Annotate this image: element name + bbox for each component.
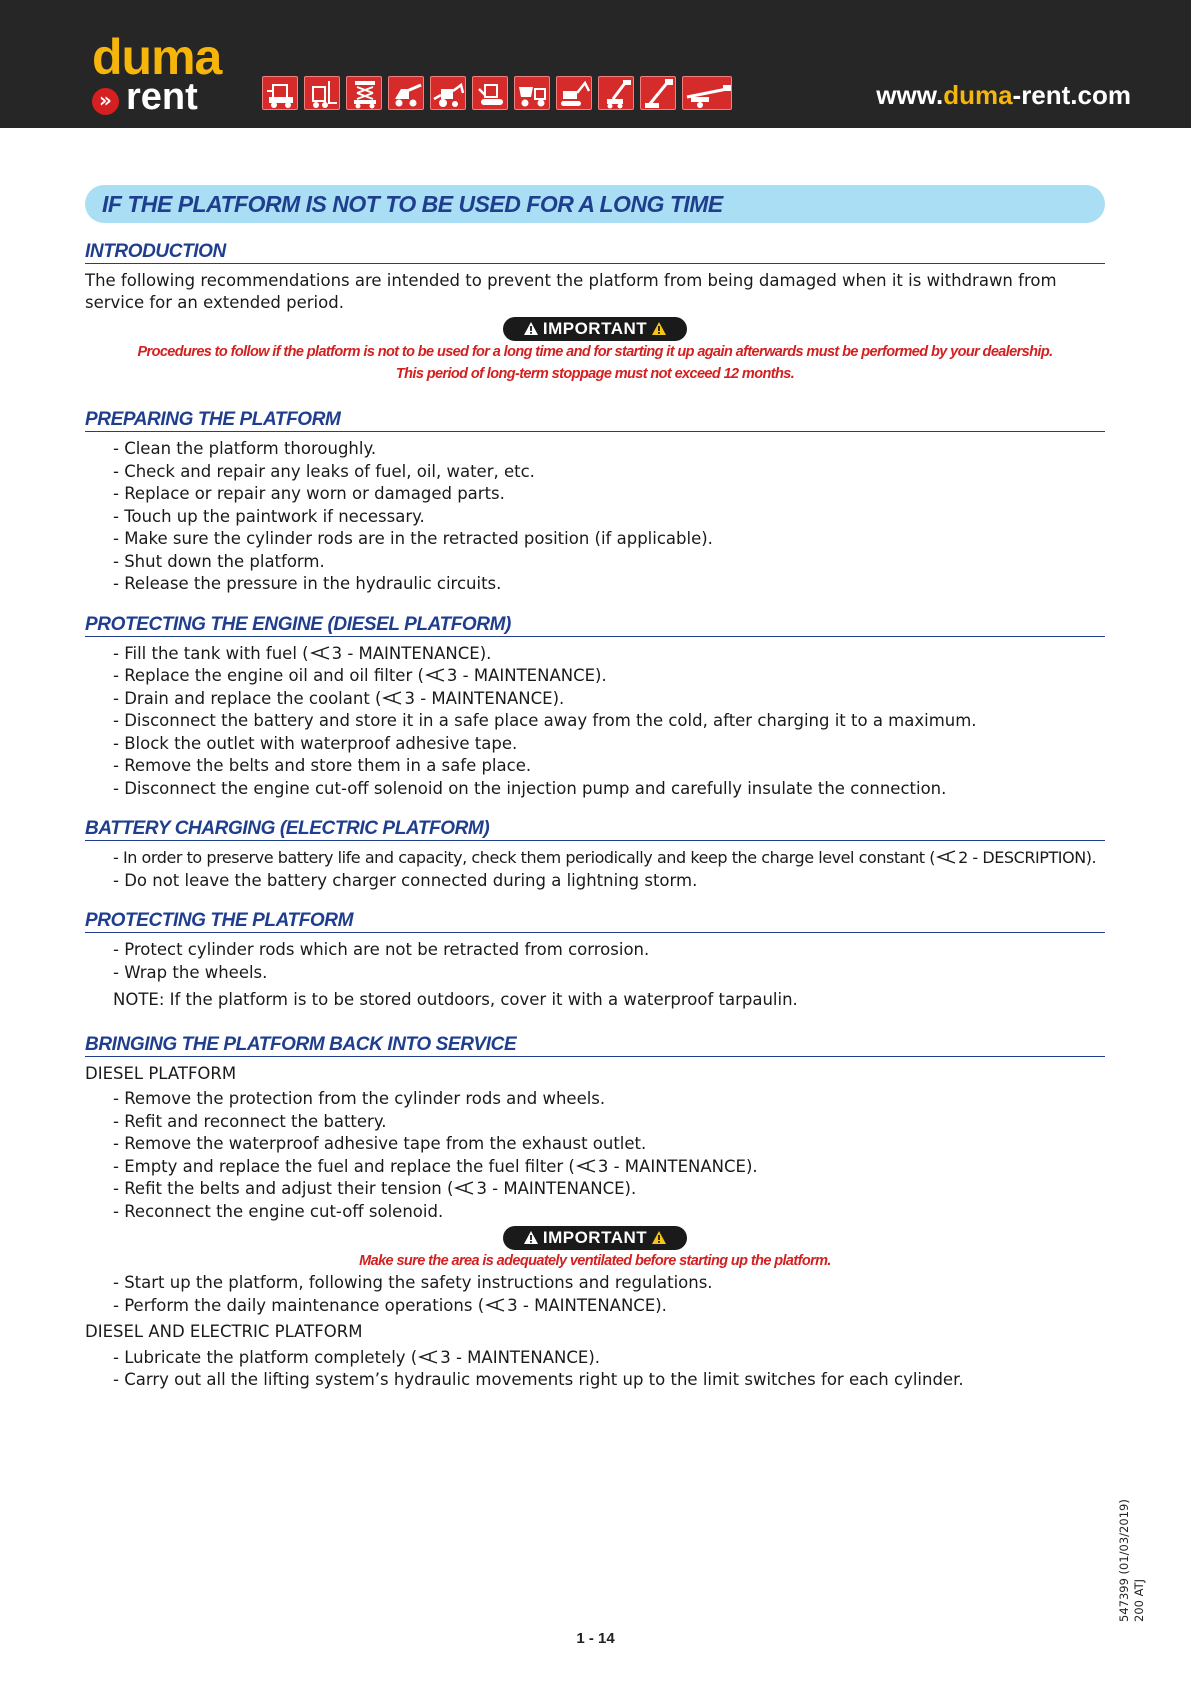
list-item: - Reconnect the engine cut-off solenoid.: [113, 1201, 444, 1221]
subheading-diesel-electric: DIESEL AND ELECTRIC PLATFORM: [85, 1322, 363, 1341]
warning-icon: [651, 321, 667, 336]
section-heading-text: INTRODUCTION: [85, 241, 226, 262]
page-title-bar: [85, 185, 1105, 223]
list-item: - Carry out all the lifting system’s hydraulic movements right up to the limit switches for each cylinder.: [113, 1370, 964, 1389]
important-text-line: This period of long-term stoppage must not exceed 12 months.: [395, 366, 795, 382]
engine-list: [113, 643, 1105, 801]
page-content: [85, 185, 1105, 1392]
website-suffix: -rent.com: [1012, 80, 1131, 110]
important-box-2: [85, 1226, 1105, 1250]
subheading-diesel: DIESEL PLATFORM: [85, 1063, 237, 1083]
important-badge: [503, 317, 687, 341]
reference-text: 3 - MAINTENANCE).: [597, 1156, 758, 1176]
backhoe-icon: [430, 76, 466, 110]
list-item: [113, 1347, 1105, 1370]
list-item: - Block the outlet with waterproof adhesive tape.: [113, 733, 518, 753]
list-item: - Remove the belts and store them in a safe place.: [113, 756, 532, 775]
warning-icon: [523, 321, 539, 336]
list-item: - Release the pressure in the hydraulic circuits.: [113, 574, 502, 593]
list-item: - Shut down the platform.: [113, 551, 325, 571]
list-item: - Make sure the cylinder rods are in the retracted position (if applicable).: [113, 529, 713, 548]
reference-text: 3 - MAINTENANCE).: [446, 666, 607, 685]
warning-icon: [523, 1230, 539, 1245]
page-reference-icon: [576, 1159, 596, 1173]
important-box-1: [85, 317, 1105, 341]
list-item-text: - Replace the engine oil and oil filter (: [113, 666, 424, 685]
page-title: IF THE PLATFORM IS NOT TO BE USED FOR A LONG TIME: [102, 191, 723, 217]
reference-text: 3 - MAINTENANCE).: [331, 643, 492, 663]
section-heading-engine: [85, 612, 1105, 637]
list-item: - Touch up the paintwork if necessary.: [113, 506, 425, 526]
list-item-text: - Drain and replace the coolant (: [113, 688, 382, 708]
telehandler-icon: [388, 76, 424, 110]
page-reference-icon: [382, 691, 402, 705]
list-item: - Clean the platform thoroughly.: [113, 439, 377, 458]
section-heading-preparing: [85, 407, 1105, 432]
machine-icon-strip: [262, 76, 732, 110]
important-text-line: Procedures to follow if the platform is not to be used for a long time and for starting it up again afterwards must be performed by your dealership.: [137, 344, 1053, 360]
list-item-text: - Empty and replace the fuel and replace the fuel filter (: [113, 1156, 575, 1176]
crane-lift-icon: [640, 76, 676, 110]
important-badge: [503, 1226, 687, 1250]
section-heading-text: BRINGING THE PLATFORM BACK INTO SERVICE: [85, 1033, 517, 1055]
page-reference-icon: [936, 850, 956, 864]
list-item-text: - Perform the daily maintenance operations (: [113, 1295, 485, 1315]
list-item: - Remove the protection from the cylinder rods and wheels.: [113, 1089, 606, 1108]
trailer-lift-icon: [682, 76, 732, 110]
dumper-icon: [514, 76, 550, 110]
warning-icon: [651, 1230, 667, 1245]
list-item: - Refit and reconnect the battery.: [113, 1111, 387, 1131]
list-item: - Disconnect the battery and store it in a safe place away from the cold, after charging it to a maximum.: [113, 711, 977, 730]
page-number: 1 - 14: [576, 1630, 615, 1647]
list-item: - Do not leave the battery charger connected during a lightning storm.: [113, 870, 698, 890]
reference-text: 2 - DESCRIPTION).: [958, 848, 1097, 867]
skid-steer-icon: [262, 76, 298, 110]
section-heading-text: BATTERY CHARGING (ELECTRIC PLATFORM): [85, 818, 490, 839]
logo-chevron: »: [92, 88, 119, 115]
list-item: - Wrap the wheels.: [113, 962, 268, 982]
list-item: - Remove the waterproof adhesive tape from the exhaust outlet.: [113, 1134, 647, 1153]
website-highlight: duma: [943, 80, 1013, 110]
website-link[interactable]: [876, 80, 1131, 111]
scissor-lift-icon: [346, 76, 382, 110]
important-label: IMPORTANT: [542, 319, 648, 338]
list-item-text: - Lubricate the platform completely (: [113, 1347, 418, 1367]
list-item-text: - In order to preserve battery life and capacity, check them periodically and keep the charge level constant (: [113, 848, 936, 867]
list-item-text: - Refit the belts and adjust their tension (: [113, 1179, 454, 1198]
battery-list: [113, 847, 1105, 892]
page-reference-icon: [418, 1350, 438, 1364]
list-item: - Start up the platform, following the safety instructions and regulations.: [113, 1273, 713, 1292]
page-reference-icon: [425, 668, 445, 682]
page-header: [0, 0, 1191, 128]
reference-text: 3 - MAINTENANCE).: [404, 688, 565, 708]
section-heading-protecting: [85, 908, 1105, 933]
section-heading-text: PREPARING THE PLATFORM: [85, 409, 341, 430]
intro-paragraph: The following recommendations are intended to prevent the platform from being damaged when it is withdrawn from service for an extended period.: [85, 271, 1057, 312]
document-number: 547399 (01/03/2019): [1117, 1499, 1131, 1622]
boom-lift-icon: [598, 76, 634, 110]
logo-duma-text: duma: [92, 29, 222, 85]
list-item: [113, 1156, 1105, 1179]
document-reference: [1117, 1499, 1147, 1622]
diesel-list-continued: [113, 1272, 1105, 1317]
list-item: - Protect cylinder rods which are not be retracted from corrosion.: [113, 940, 650, 959]
model-name: 200 ATJ: [1132, 1579, 1146, 1622]
list-item: - Disconnect the engine cut-off solenoid on the injection pump and carefully insulate the connection.: [113, 778, 947, 798]
list-item: [113, 665, 1105, 688]
forklift-icon: [304, 76, 340, 110]
protecting-list: [113, 939, 1105, 984]
reference-text: 3 - MAINTENANCE).: [476, 1179, 637, 1198]
page-reference-icon: [485, 1298, 505, 1312]
duma-rent-logo[interactable]: [92, 29, 242, 118]
reference-text: 3 - MAINTENANCE).: [507, 1295, 667, 1315]
excavator-icon: [556, 76, 592, 110]
diesel-list: [113, 1088, 1105, 1223]
diesel-electric-list: [113, 1347, 1105, 1392]
section-heading-battery: [85, 816, 1105, 841]
section-heading-text: PROTECTING THE ENGINE (DIESEL PLATFORM): [85, 613, 511, 635]
list-item: [113, 1295, 1105, 1318]
list-item: - Replace or repair any worn or damaged parts.: [113, 484, 505, 503]
reference-text: 3 - MAINTENANCE).: [440, 1347, 601, 1367]
section-heading-bringing-back: [85, 1032, 1105, 1057]
list-item: [113, 688, 1105, 711]
preparing-list: [113, 438, 1105, 596]
compact-loader-icon: [472, 76, 508, 110]
logo-rent-text: rent: [126, 76, 198, 118]
website-prefix: www.: [876, 80, 944, 110]
list-item: [113, 847, 1105, 870]
list-item-text: - Fill the tank with fuel (: [113, 643, 309, 663]
page-reference-icon: [310, 646, 330, 660]
section-heading-introduction: [85, 239, 1105, 264]
list-item: [113, 643, 1105, 666]
list-item: - Check and repair any leaks of fuel, oil, water, etc.: [113, 461, 535, 481]
page-reference-icon: [454, 1181, 474, 1195]
section-heading-text: PROTECTING THE PLATFORM: [85, 910, 354, 931]
list-item: [113, 1178, 1105, 1201]
important-text-line: Make sure the area is adequately ventilated before starting up the platform.: [359, 1253, 831, 1269]
important-label: IMPORTANT: [542, 1228, 648, 1247]
storage-note: NOTE: If the platform is to be stored outdoors, cover it with a waterproof tarpaulin.: [113, 990, 798, 1009]
